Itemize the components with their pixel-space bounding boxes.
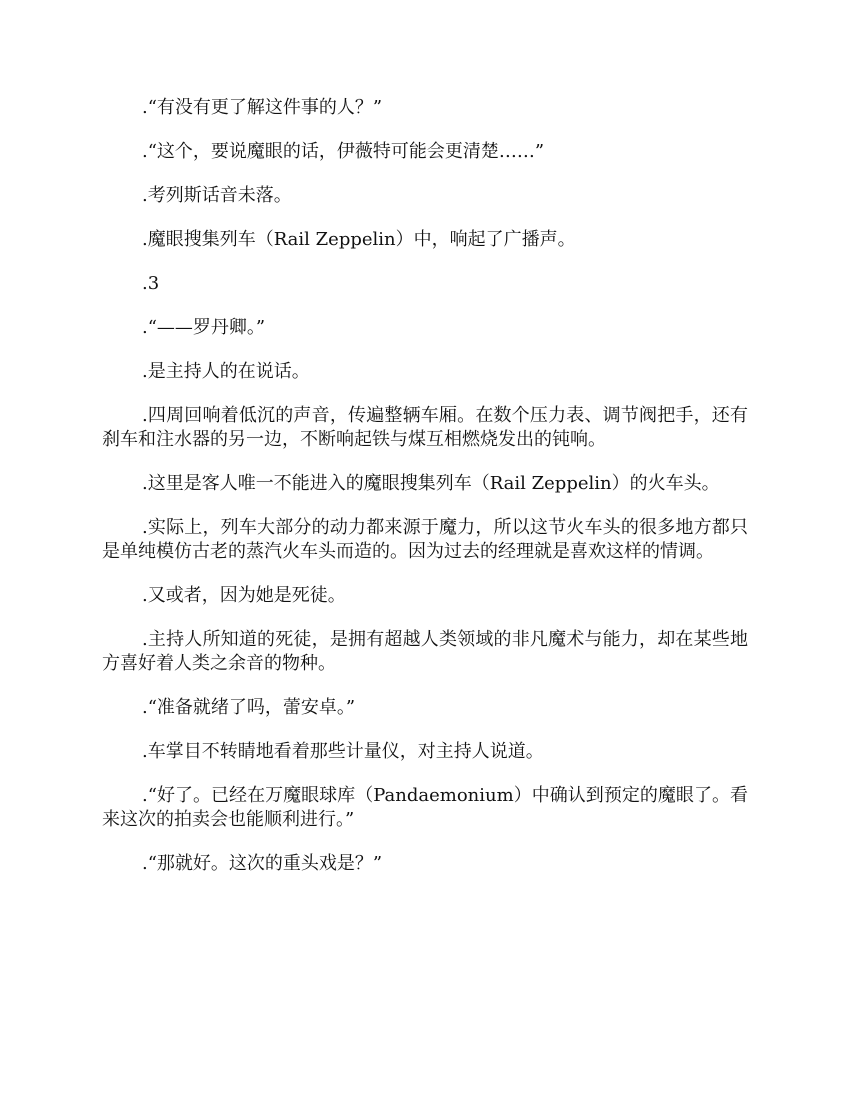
paragraph: .“这个，要说魔眼的话，伊薇特可能会更清楚……” (142, 141, 545, 162)
paragraph: .“准备就绪了吗，蕾安卓。” (142, 697, 356, 718)
paragraph: .又或者，因为她是死徒。 (142, 585, 346, 606)
paragraph: .魔眼搜集列车（Rail Zeppelin）中，响起了广播声。 (142, 229, 576, 250)
paragraph: .主持人所知道的死徒，是拥有超越人类领域的非凡魔术与能力，却在某些地方喜好着人类之余音的物种。 (102, 629, 748, 674)
document-body (102, 96, 748, 896)
paragraph: .实际上，列车大部分的动力都来源于魔力，所以这节火车头的很多地方都只是单纯模仿古老的蒸汽火车头而造的。因为过去的经理就是喜欢这样的情调。 (102, 517, 748, 562)
paragraph: .考列斯话音未落。 (142, 185, 292, 206)
paragraph: .“好了。已经在万魔眼球库（Pandaemonium）中确认到预定的魔眼了。看来这次的拍卖会也能顺利进行。” (102, 785, 748, 830)
paragraph: .这里是客人唯一不能进入的魔眼搜集列车（Rail Zeppelin）的火车头。 (142, 473, 720, 494)
paragraph: .3 (142, 273, 160, 294)
paragraph: .“那就好。这次的重头戏是？” (142, 853, 383, 874)
paragraph: .车掌目不转睛地看着那些计量仪，对主持人说道。 (142, 741, 544, 762)
paragraph: .是主持人的在说话。 (142, 361, 310, 382)
paragraph: .“——罗丹卿。” (142, 317, 266, 338)
paragraph: .“有没有更了解这件事的人？” (142, 97, 383, 118)
paragraph: .四周回响着低沉的声音，传遍整辆车厢。在数个压力表、调节阀把手，还有刹车和注水器的另一边，不断响起铁与煤互相燃烧发出的钝响。 (102, 405, 748, 450)
